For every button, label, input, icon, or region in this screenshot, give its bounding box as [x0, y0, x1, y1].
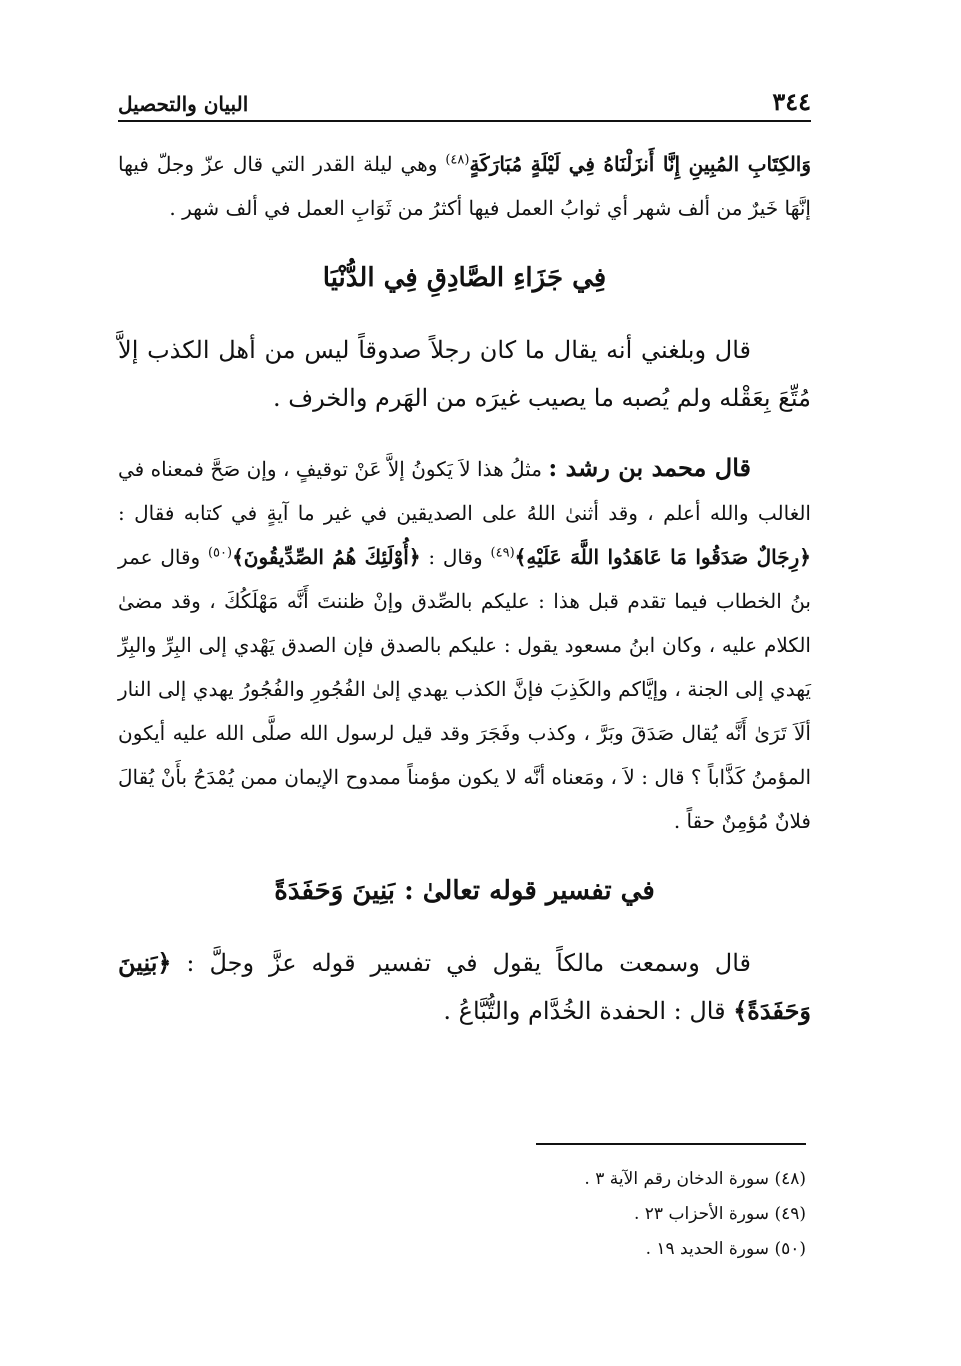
- paragraph-text: قال : الحفدة الخُدَّام والتُّبَّاعُ .: [443, 997, 734, 1025]
- quran-verse: ﴿أُوْلَئِكَ هُمُ الصِّدِّيقُونَ﴾: [232, 545, 421, 569]
- paragraph-text: مثلُ هذا لاَ يَكونُ إلاَّ عَنْ توقيفٍ ، وإن صَحَّ فمعناه في الغالب والله أعلم ، وقد أثنىٰ اللهُ على الصديقين في غير ما آيةٍ في كتابه فقال :: [118, 457, 811, 525]
- section-heading-truthful: فِي جَزَاءِ الصَّادِقِ فِي الدُّنْيَا: [322, 263, 607, 293]
- quran-verse: وَالكِتَابِ المُبِينِ إِنَّا أَنزَلْنَاهُ فِي لَيْلَةٍ مُبَارَكَةٍ: [469, 152, 811, 176]
- speaker-label: قال محمد بن رشد :: [548, 453, 752, 482]
- paragraph-ibn-rushd-commentary: [118, 446, 811, 843]
- footnotes: [118, 1162, 806, 1267]
- paragraph-text: وقال :: [420, 545, 491, 569]
- footnote-ref-49: (٤٩): [490, 545, 515, 561]
- footnote-50: (٥٠) سورة الحديد ١٩ .: [645, 1239, 806, 1259]
- paragraph-text: وقال عمر بنُ الخطاب فيما تقدم قبل هذا : عليكم بالصِّدق وإنْ ظننتَ أَنَّه مَهْلَكُكَ ، وقد مضىٰ الكلام عليه ، وكان ابنُ مسعود يقول : عليكم بالصدق فإن الصدق يَهْدي إلى البِرِّ والبِرِّ يَهدي إلى الجنة ، وإيَّاكم والكَذِبَ فإنَّ الكذب يهدي إلىٰ الفُجُورِ والفُجُورُ يهدي إلى النار ألَاَ تَرَىٰ أَنَّه يُقال صَدَقَ وبَرَّ ، وكذب وفَجَرَ وقد قيل لرسول الله صلَّى الله عليه أيكون المؤمنُ كَذَّاباً ؟ قال : لاَ ، ومَعناه أنَّه لا يكون مؤمناً ممدوح الإيمان ممن يُمْدَحُ بأَنْ يُقالَ فلانٌ مُؤمِنٌ حقاً .: [118, 545, 812, 833]
- page-number: ٣٤٤: [772, 87, 811, 116]
- paragraph-night-of-decree: [118, 142, 811, 230]
- quran-verse: ﴿رِجَالٌ صَدَقُوا مَا عَاهَدُوا اللَّهَ عَلَيْهِ﴾: [514, 545, 812, 569]
- section-heading-tafsir: في تفسير قوله تعالىٰ : بَنِينَ وَحَفَدَةً: [274, 876, 655, 906]
- paragraph-truthful-man: قال وبلغني أنه يقال ما كان رجلاً صدوقاً ليس من أهل الكذب إلاَّ مُتِّعَ بِعَقْله ولم يُصبه ما يصيب غيرَه من الهَرم والخرف .: [118, 336, 811, 412]
- footnote-ref-50: (٥٠): [207, 545, 233, 561]
- paragraph-malik-tafsir: [118, 939, 811, 1035]
- paragraph-text: وهي ليلة القدر التي قال عزّ وجلّ فيها إنَّهَا خَيرٌ من ألف شهر أي ثوابُ العمل فيها أكثرُ من ثَوَابِ العمل في ألف شهر .: [118, 152, 811, 220]
- footnote-ref-48: (٤٨): [445, 152, 470, 168]
- page-body: [118, 142, 811, 1035]
- paragraph-text: قال وسمعت مالكاً يقول في تفسير قوله عزَّ وجلَّ :: [171, 949, 751, 977]
- page-header: [118, 82, 811, 122]
- running-title: البيان والتحصيل: [118, 92, 249, 116]
- quran-verse: ﴿بَنِينَ وَحَفَدَةً﴾: [118, 948, 811, 1025]
- footnote-49: (٤٩) سورة الأحزاب ٢٣ .: [633, 1204, 806, 1224]
- footnote-48: (٤٨) سورة الدخان رقم الآية ٣ .: [584, 1169, 806, 1189]
- footnote-divider: [536, 1143, 806, 1145]
